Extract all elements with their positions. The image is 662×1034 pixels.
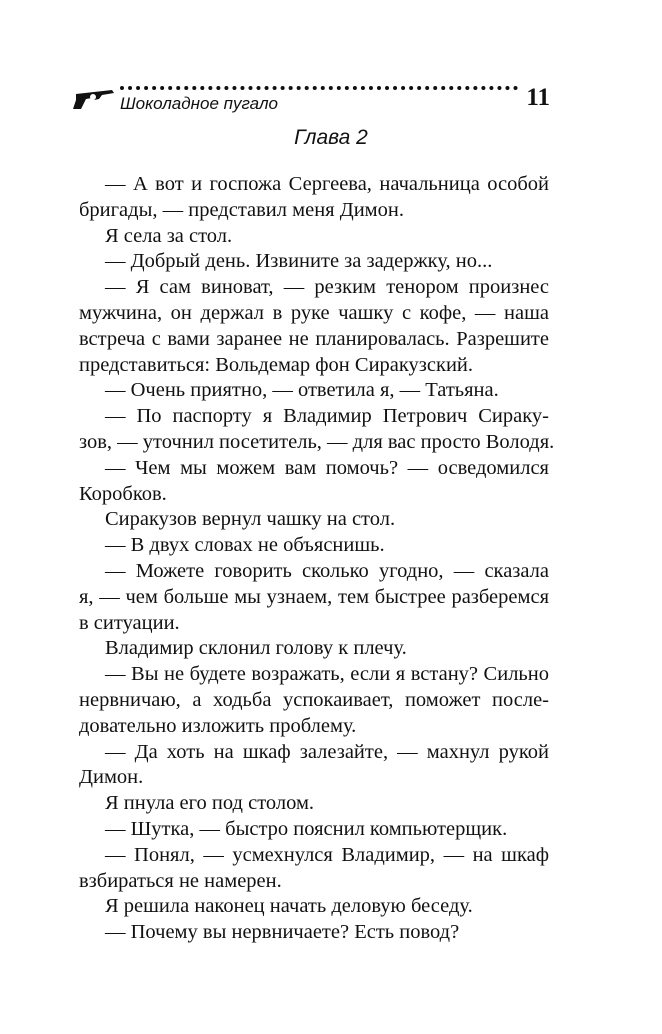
text-line: я, — чем больше мы узнаем, тем быстрее разберемся	[79, 585, 549, 608]
text-line: — Добрый день. Извините за задержку, но...	[105, 250, 493, 273]
text-line: — Вы не будете возражать, если я встану? Сильно	[105, 663, 549, 686]
chapter-title: Глава 2	[294, 126, 368, 149]
text-line: Я решила наконец начать деловую беседу.	[105, 895, 473, 918]
text-line: зов, — уточнил посетитель, — для вас просто Володя.	[79, 430, 555, 453]
text-line: — Да хоть на шкаф залезайте, — махнул рукой	[105, 740, 549, 763]
text-line: представиться: Вольдемар фон Сиракузский.	[79, 353, 474, 376]
text-line: встреча с вами заранее не планировалась. Разрешите	[79, 327, 549, 350]
text-line: взбираться не намерен.	[79, 869, 282, 892]
text-line: Коробков.	[79, 482, 167, 505]
running-title: Шоколадное пугало	[120, 94, 278, 113]
text-line: довательно изложить проблему.	[79, 714, 357, 737]
text-line: — Понял, — усмехнулся Владимир, — на шкаф	[105, 843, 549, 866]
text-line: бригады, — представил меня Димон.	[79, 198, 404, 221]
text-line: Димон.	[79, 766, 144, 789]
body-text	[79, 172, 555, 946]
revolver-icon	[72, 84, 116, 110]
text-line: — Очень приятно, — ответила я, — Татьяна.	[105, 379, 499, 402]
text-line: — Почему вы нервничаете? Есть повод?	[105, 921, 460, 944]
text-line: — Шутка, — быстро пояснил компьютерщик.	[105, 817, 508, 840]
text-line: — В двух словах не объяснишь.	[105, 534, 385, 557]
text-line: — Я сам виноват, — резким тенором произнес	[105, 276, 549, 299]
text-line: мужчина, он держал в руке чашку с кофе, — наша	[79, 301, 549, 324]
text-line: Владимир склонил голову к плечу.	[105, 637, 407, 660]
text-line: — Чем мы можем вам помочь? — осведомился	[105, 456, 549, 479]
text-line: — По паспорту я Владимир Петрович Сираку-	[105, 405, 549, 428]
running-header	[72, 78, 552, 118]
page-number: 11	[526, 84, 550, 111]
text-line: Я села за стол.	[105, 224, 233, 247]
text-line: в ситуации.	[79, 611, 180, 634]
text-line: Я пнула его под столом.	[105, 792, 315, 815]
text-line: нервничаю, а ходьба успокаивает, поможет после-	[79, 688, 549, 711]
text-line: Сиракузов вернул чашку на стол.	[105, 508, 396, 531]
text-line: — А вот и госпожа Сергеева, начальница особой	[105, 173, 549, 195]
dotted-rule	[120, 86, 518, 90]
text-line: — Можете говорить сколько угодно, — сказала	[105, 559, 549, 582]
